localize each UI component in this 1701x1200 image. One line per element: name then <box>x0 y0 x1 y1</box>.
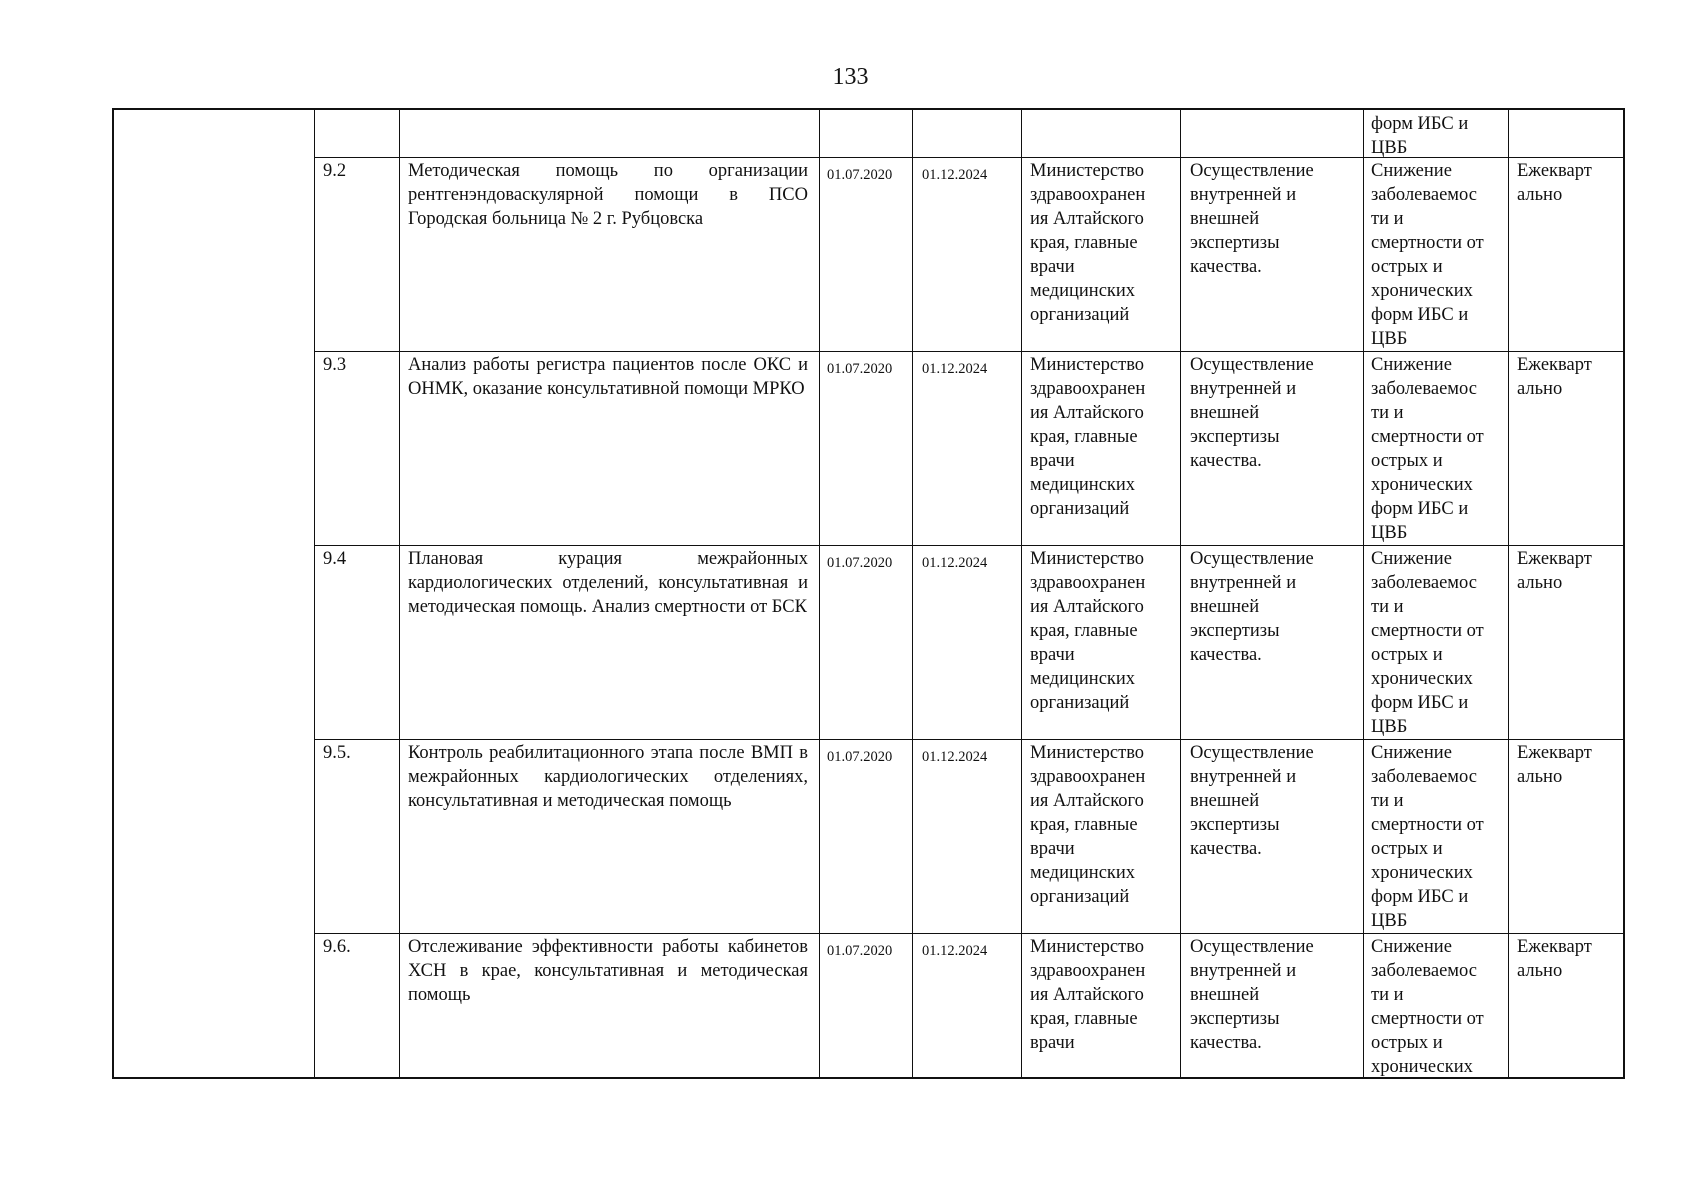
responsible-cell: Министерство здравоохранен ия Алтайского края, главные врачи медицинских организаций <box>1030 743 1146 907</box>
table-row <box>314 545 1623 739</box>
control-cell: Осуществление внутренней и внешней экспертизы качества. <box>1190 937 1314 1053</box>
control-cell: Осуществление внутренней и внешней экспертизы качества. <box>1190 549 1314 665</box>
start-date: 01.07.2020 <box>827 749 893 765</box>
periodicity-cell: Ежекварт ально <box>1517 937 1592 981</box>
result-cell: Снижение заболеваемос ти и смертности от острых и хронических <box>1371 937 1484 1077</box>
item-description: Методическая помощь по организации рентгенэндоваскулярной помощи в ПСО Городская больница № 2 г. Рубцовска <box>408 161 808 229</box>
page-number: 133 <box>832 64 869 90</box>
table-row <box>314 739 1623 933</box>
start-date: 01.07.2020 <box>827 361 893 377</box>
control-cell: Осуществление внутренней и внешней экспертизы качества. <box>1190 355 1314 471</box>
table-row <box>314 351 1623 545</box>
start-date: 01.07.2020 <box>827 167 893 183</box>
control-cell: Осуществление внутренней и внешней экспертизы качества. <box>1190 743 1314 859</box>
result-cell: Снижение заболеваемос ти и смертности от острых и хронических форм ИБС и ЦВБ <box>1371 161 1484 349</box>
end-date: 01.12.2024 <box>922 167 988 183</box>
result-cell: Снижение заболеваемос ти и смертности от острых и хронических форм ИБС и ЦВБ <box>1371 743 1484 931</box>
item-number: 9.3 <box>323 355 347 375</box>
table-row <box>314 933 1623 1079</box>
item-description: Контроль реабилитационного этапа после ВМП в межрайонных кардиологических отделениях, консультативная и методическая помощь <box>408 743 808 811</box>
responsible-cell: Министерство здравоохранен ия Алтайского края, главные врачи <box>1030 937 1146 1053</box>
result-cell: форм ИБС и ЦВБ <box>1371 114 1469 158</box>
responsible-cell: Министерство здравоохранен ия Алтайского края, главные врачи медицинских организаций <box>1030 355 1146 519</box>
result-cell: Снижение заболеваемос ти и смертности от острых и хронических форм ИБС и ЦВБ <box>1371 355 1484 543</box>
item-number: 9.6. <box>323 937 351 957</box>
responsible-cell: Министерство здравоохранен ия Алтайского края, главные врачи медицинских организаций <box>1030 161 1146 325</box>
item-description: Анализ работы регистра пациентов после ОКС и ОНМК, оказание консультативной помощи МРКО <box>408 355 808 399</box>
periodicity-cell: Ежекварт ально <box>1517 355 1592 399</box>
control-cell: Осуществление внутренней и внешней экспертизы качества. <box>1190 161 1314 277</box>
end-date: 01.12.2024 <box>922 943 988 959</box>
responsible-cell: Министерство здравоохранен ия Алтайского края, главные врачи медицинских организаций <box>1030 549 1146 713</box>
end-date: 01.12.2024 <box>922 749 988 765</box>
periodicity-cell: Ежекварт ально <box>1517 549 1592 593</box>
result-cell: Снижение заболеваемос ти и смертности от острых и хронических форм ИБС и ЦВБ <box>1371 549 1484 737</box>
periodicity-cell: Ежекварт ально <box>1517 161 1592 205</box>
item-description: Отслеживание эффективности работы кабинетов ХСН в крае, консультативная и методическая помощь <box>408 937 808 1005</box>
table-row <box>314 157 1623 351</box>
item-number: 9.2 <box>323 161 347 181</box>
end-date: 01.12.2024 <box>922 555 988 571</box>
table-row-continuation <box>314 110 1623 157</box>
start-date: 01.07.2020 <box>827 943 893 959</box>
end-date: 01.12.2024 <box>922 361 988 377</box>
periodicity-cell: Ежекварт ально <box>1517 743 1592 787</box>
item-number: 9.4 <box>323 549 347 569</box>
item-number: 9.5. <box>323 743 351 763</box>
activity-table <box>112 108 1625 1079</box>
start-date: 01.07.2020 <box>827 555 893 571</box>
item-description: Плановая курация межрайонных кардиологических отделений, консультативная и методическая помощь. Анализ смертности от БСК <box>408 549 808 617</box>
